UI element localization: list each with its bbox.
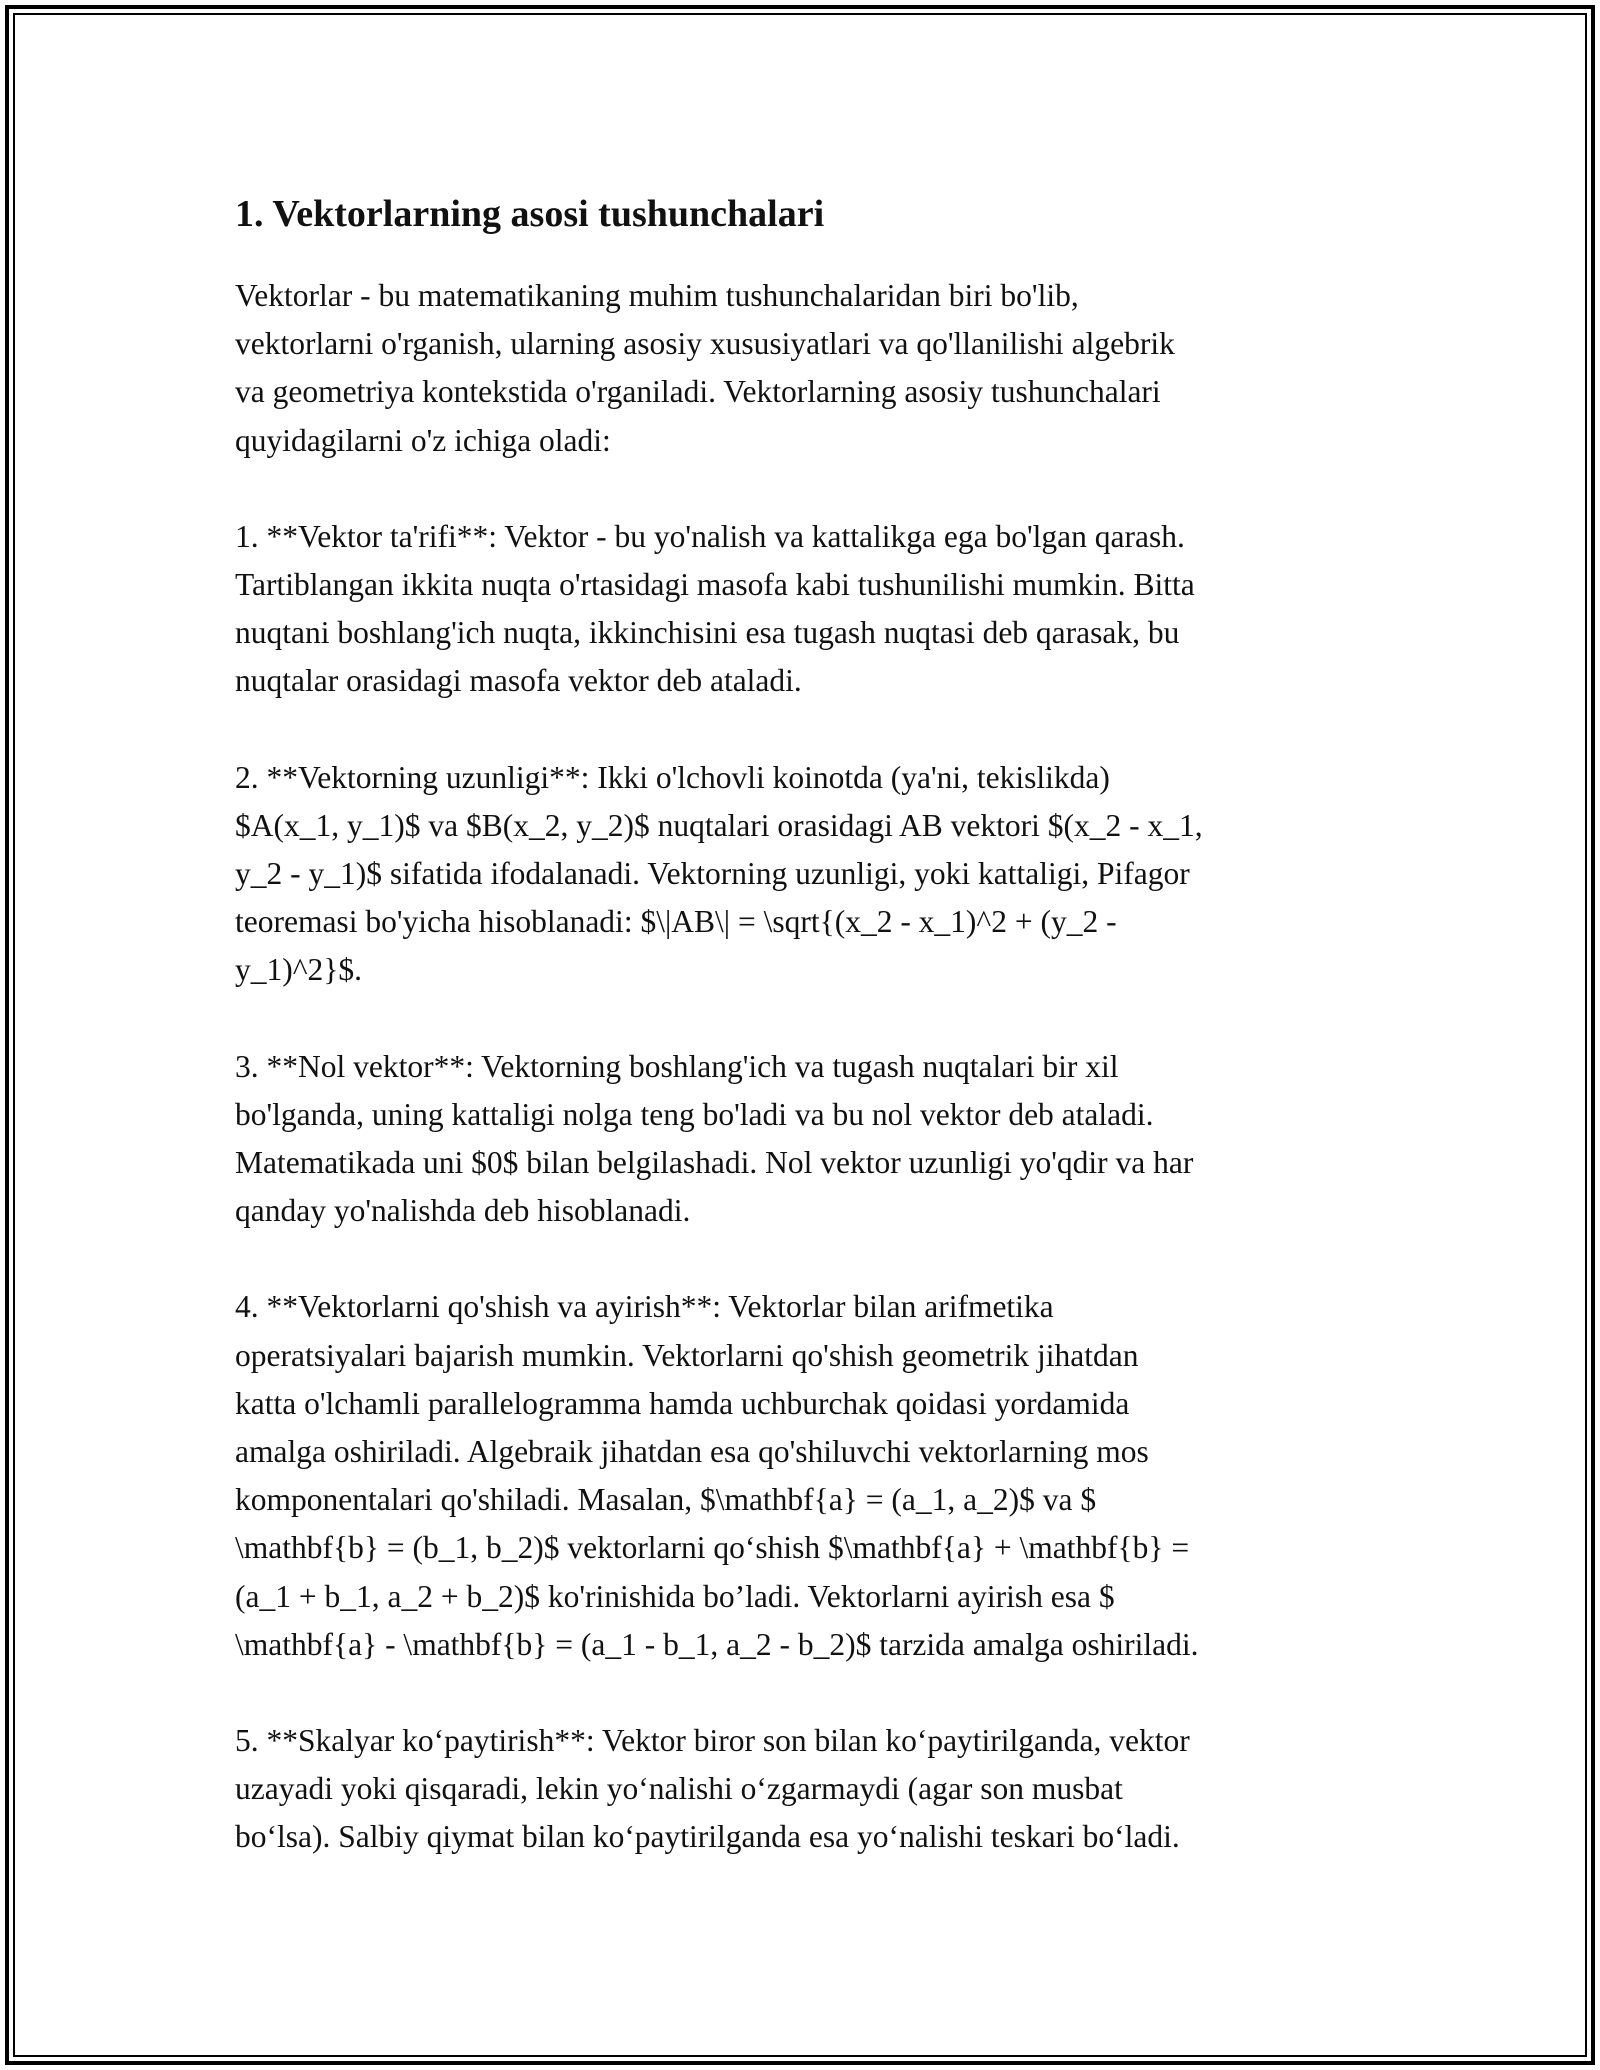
paragraph-scalar-multiplication: 5. **Skalyar ko‘paytirish**: Vektor biror son bilan ko‘paytirilganda, vektor uzayadi yoki qisqaradi, lekin yo‘nalishi o‘zgarmaydi (agar son musbat bo‘lsa). Salbiy qiymat bilan ko‘paytirilganda esa yo‘nalishi teskari bo‘ladi.: [235, 1723, 1190, 1855]
paragraph-zero-vector: 3. **Nol vektor**: Vektorning boshlang'ich va tugash nuqtalari bir xil bo'lganda, uning kattaligi nolga teng bo'ladi va bu nol vektor deb ataladi. Matematikada uni $0$ bilan belgilashadi. Nol vektor uzunligi yo'qdir va har qanday yo'nalishda deb hisoblanadi.: [235, 1048, 1194, 1229]
document-title: 1. Vektorlarning asosi tushunchalari: [235, 193, 825, 235]
paragraph-vector-addition: 4. **Vektorlarni qo'shish va ayirish**: Vektorlar bilan arifmetika operatsiyalari bajarish mumkin. Vektorlarni qo'shish geometrik jihatdan katta o'lchamli parallelogramma hamda uchburchak qoidasi yordamida amalga oshiriladi. Algebraik jihatdan esa qo'shiluvchi vektorlarning mos komponentalari qo'shiladi. Masalan, $\mathbf{a} = (a_1, a_2)$ va $ \mathbf{b} = (b_1, b_2)$ vektorlarni qo‘shish $\mathbf{a} + \mathbf{b} = (a_1 + b_1, a_2 + b_2)$ ko'rinishida bo’ladi. Vektorlarni ayirish esa $ \mathbf{a} - \mathbf{b} = (a_1 - b_1, a_2 - b_2)$ tarzida amalga oshiriladi.: [235, 1289, 1199, 1662]
paragraph-vector-length: 2. **Vektorning uzunligi**: Ikki o'lchovli koinotda (ya'ni, tekislikda) $A(x_1, y_1)$ va $B(x_2, y_2)$ nuqtalari orasidagi AB vektori $(x_2 - x_1, y_2 - y_1)$ sifatida ifodalanadi. Vektorning uzunligi, yoki kattaligi, Pifagor teoremasi bo'yicha hisoblanadi: $\|AB\| = \sqrt{(x_2 - x_1)^2 + (y_2 - y_1)^2}$.: [235, 759, 1203, 988]
document-page: [235, 190, 1385, 1910]
paragraph-vector-definition: 1. **Vektor ta'rifi**: Vektor - bu yo'nalish va kattalikga ega bo'lgan qarash. Tartiblangan ikkita nuqta o'rtasidagi masofa kabi tushunilishi mumkin. Bitta nuqtani boshlang'ich nuqta, ikkinchisini esa tugash nuqtasi deb qarasak, bu nuqtalar orasidagi masofa vektor deb ataladi.: [235, 518, 1195, 699]
intro-paragraph: Vektorlar - bu matematikaning muhim tushunchalaridan biri bo'lib, vektorlarni o'rganish, ularning asosiy xususiyatlari va qo'llanilishi algebrik va geometriya kontekstida o'rganiladi. Vektorlarning asosiy tushunchalari quyidagilarni o'z ichiga oladi:: [235, 278, 1175, 458]
